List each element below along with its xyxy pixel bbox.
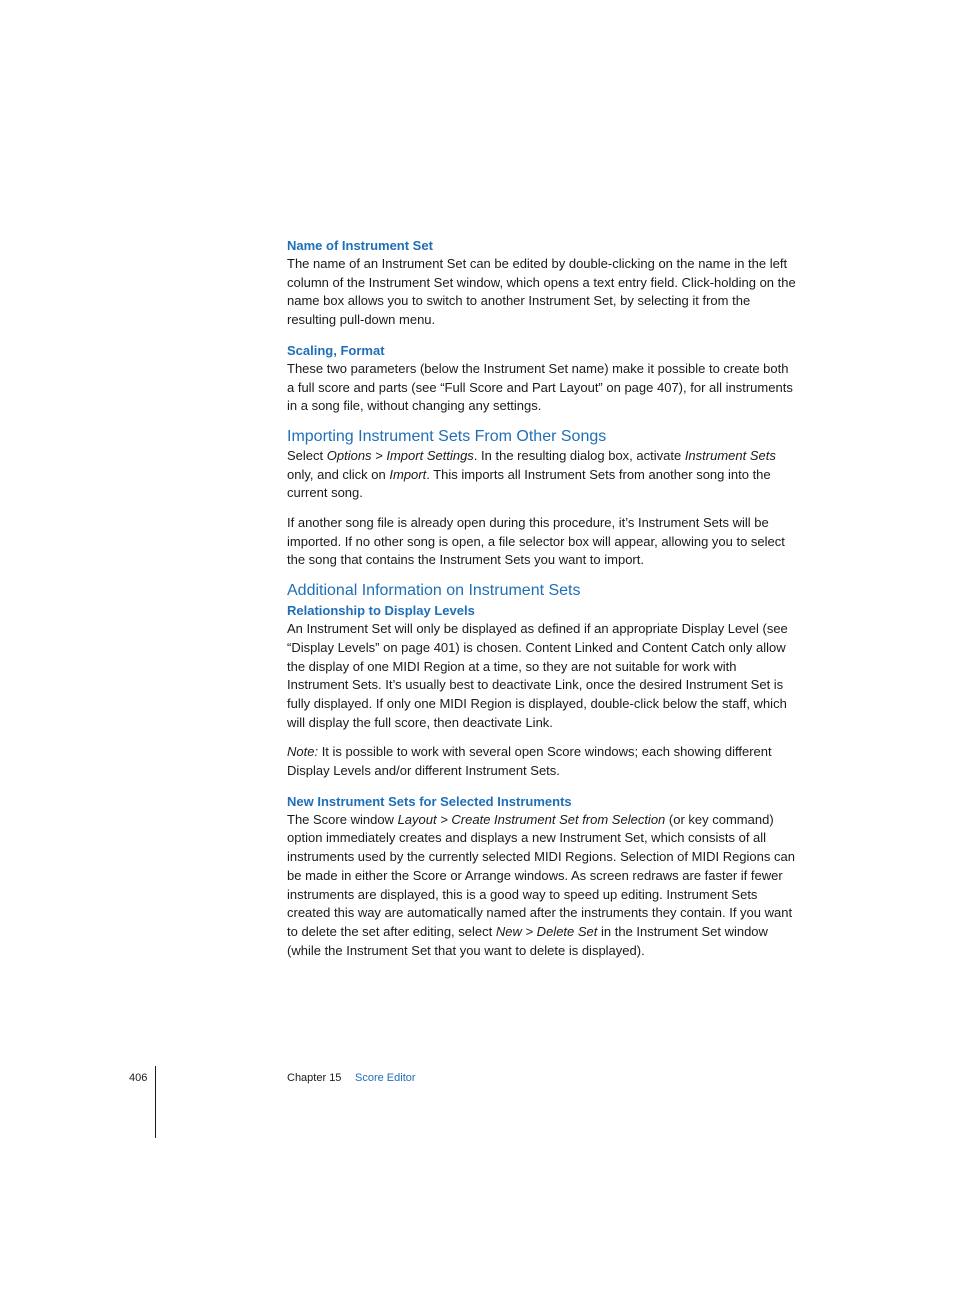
text-run: in the Instrument Set window (while the Instrument Set that you want to delete is displayed). [287,923,768,958]
italic-run: Instrument Sets [684,447,776,463]
paragraph-note [287,743,799,780]
text-run: (or key command) option immediately creates and displays a new Instrument Set, which consists of all instruments used by the currently selected MIDI Regions. Selection of MIDI Regions can be made in either the Score or Arrange windows. As screen redraws are faster if fewer instruments are displayed, this is a good way to speed up editing. Instrument Sets created this way are automatically named after the instruments they contain. If you want to delete the set after editing, select [287,811,795,939]
text-run: The Score window [287,811,398,827]
note-text: It is possible to work with several open Score windows; each showing different Display Levels and/or different Instrument Sets. [287,744,772,779]
paragraph-name-of-instrument-set: The name of an Instrument Set can be edited by double-clicking on the name in the left column of the Instrument Set window, which opens a text entry field. Click-holding on the name box allows you to switch to another Instrument Set, by selecting it from the resulting pull-down menu. [287,256,796,328]
heading-importing-instrument-sets: Importing Instrument Sets From Other Songs [287,427,607,445]
italic-run: New > Delete Set [495,923,598,939]
paragraph-new-instrument-sets [287,811,799,961]
footer-divider [155,1066,156,1138]
heading-name-of-instrument-set: Name of Instrument Set [287,238,433,253]
text-run: . In the resulting dialog box, activate [473,447,685,463]
chapter-title: Score Editor [355,1072,416,1084]
italic-run: Import [389,466,427,482]
text-run: . This imports all Instrument Sets from another song into the current song. [287,466,771,501]
paragraph-import-1 [287,447,799,503]
page-content [287,236,799,960]
heading-scaling-format: Scaling, Format [287,342,385,358]
heading-new-instrument-sets: New Instrument Sets for Selected Instruments [287,793,572,809]
text-run: Select [287,447,327,463]
note-label: Note: [287,744,319,760]
paragraph-scaling-format: These two parameters (below the Instrument Set name) make it possible to create both a full score and parts (see “Full Score and Part Layout” on page 407), for all instruments in a song file, without changing any settings. [287,360,793,414]
chapter-label: Chapter 15 [287,1072,342,1084]
page-number: 406 [129,1072,148,1084]
page-footer [0,1070,954,1090]
italic-run: Options > Import Settings [326,447,474,463]
paragraph-import-2: If another song file is already open during this procedure, it’s Instrument Sets will be imported. If no other song is open, a file selector box will appear, allowing you to select the song that contains the Instrument Sets you want to import. [287,515,785,568]
paragraph-display-levels: An Instrument Set will only be displayed as defined if an appropriate Display Level (see “Display Levels” on page 401) is chosen. Content Linked and Content Catch only allow the display of one MIDI Region at a time, so they are not suitable for work with Instrument Sets. It’s usually best to deactivate Link, once the desired Instrument Set is fully displayed. If only one MIDI Region is displayed, double-click below the staff, which will display the full score, then deactivate Link. [287,621,788,730]
italic-run: Layout > Create Instrument Set from Selection [397,811,666,827]
heading-relationship-display-levels: Relationship to Display Levels [287,603,475,619]
text-run: only, and click on [287,466,390,482]
heading-additional-information: Additional Information on Instrument Sets [287,582,581,600]
